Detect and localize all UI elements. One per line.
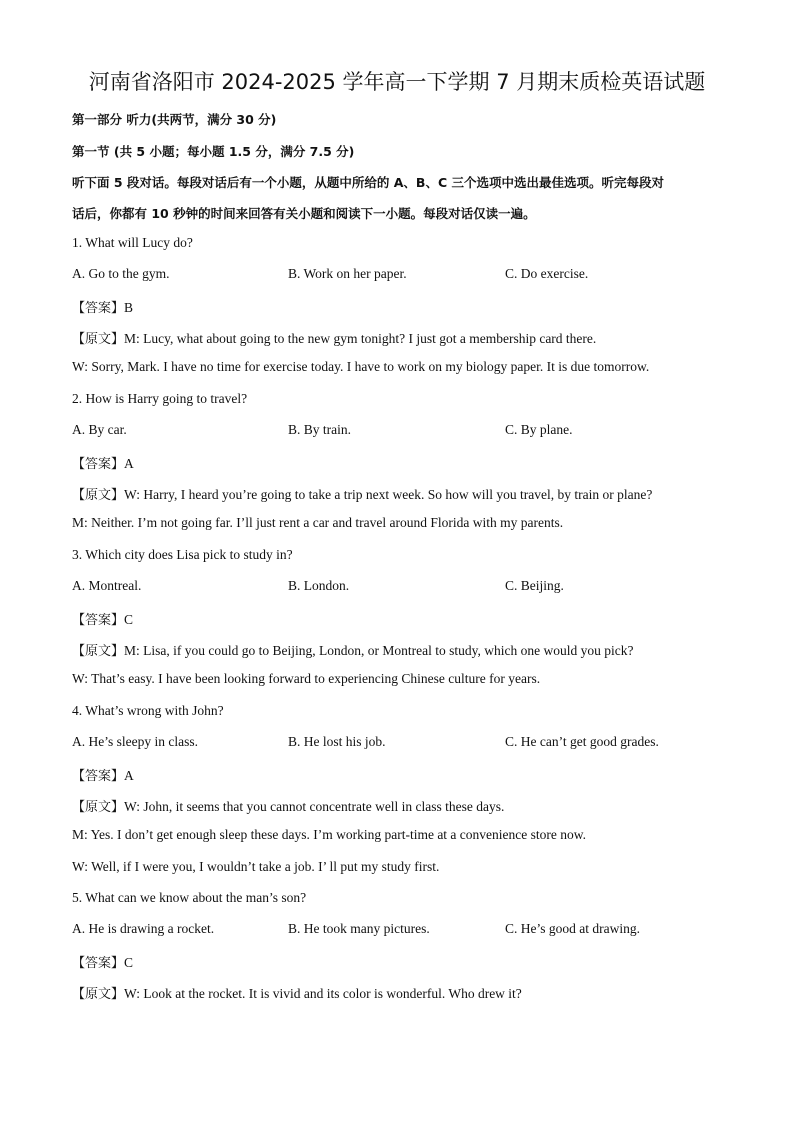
question-text: 3. Which city does Lisa pick to study in? [72, 547, 293, 562]
script-text: M: Neither. I’m not going far. I’ll just rent a car and travel around Florida with my parents. [72, 515, 564, 530]
answer-value: C [124, 955, 134, 970]
option-b: B. London. [288, 578, 350, 593]
script-line [72, 484, 652, 503]
option-a: A. Montreal. [72, 578, 142, 593]
answer-line [72, 297, 133, 316]
script-tag: 【原文】 [72, 800, 125, 815]
script-text: W: That’s easy. I have been looking forward to experiencing Chinese culture for years. [72, 671, 541, 686]
question-text: 5. What can we know about the man’s son? [72, 890, 307, 905]
answer-tag: 【答案】 [72, 301, 125, 316]
section-heading: 第一节 (共 5 小题；每小题 1.5 分，满分 7.5 分) [72, 144, 355, 159]
script-text: W: John, it seems that you cannot concentrate well in class these days. [124, 799, 505, 814]
instructions-line: 话后，你都有 10 秒钟的时间来回答有关小题和阅读下一小题。每段对话仅读一遍。 [72, 206, 536, 221]
script-text: M: Lisa, if you could go to Beijing, London, or Montreal to study, which one would you pick? [124, 643, 634, 658]
answer-tag: 【答案】 [72, 769, 125, 784]
question-text: 2. How is Harry going to travel? [72, 391, 248, 406]
script-text: M: Yes. I don’t get enough sleep these days. I’m working part-time at a convenience store now. [72, 827, 587, 842]
script-tag: 【原文】 [72, 488, 125, 503]
option-c: C. He’s good at drawing. [505, 921, 640, 936]
script-line [72, 983, 522, 1002]
script-tag: 【原文】 [72, 987, 125, 1002]
option-c: C. He can’t get good grades. [505, 734, 659, 749]
answer-tag: 【答案】 [72, 613, 125, 628]
script-text: M: Lucy, what about going to the new gym tonight? I just got a membership card there. [124, 331, 597, 346]
script-text: W: Well, if I were you, I wouldn’t take a job. I’ ll put my study first. [72, 859, 440, 874]
script-tag: 【原文】 [72, 332, 125, 347]
option-a: A. Go to the gym. [72, 266, 170, 281]
answer-line [72, 609, 133, 628]
option-a: A. By car. [72, 422, 127, 437]
instructions-line: 听下面 5 段对话。每段对话后有一个小题，从题中所给的 A、B、C 三个选项中选出最佳选项。听完每段对 [72, 175, 664, 190]
script-text: W: Harry, I heard you’re going to take a trip next week. So how will you travel, by train or plane? [124, 487, 653, 502]
option-b: B. He took many pictures. [288, 921, 430, 936]
answer-line [72, 952, 133, 971]
script-text: W: Sorry, Mark. I have no time for exercise today. I have to work on my biology paper. It is due tomorrow. [72, 359, 650, 374]
option-a: A. He’s sleepy in class. [72, 734, 198, 749]
script-tag: 【原文】 [72, 644, 125, 659]
answer-tag: 【答案】 [72, 457, 125, 472]
question-text: 4. What’s wrong with John? [72, 703, 224, 718]
script-line [72, 328, 596, 347]
option-b: B. He lost his job. [288, 734, 386, 749]
option-c: C. Do exercise. [505, 266, 589, 281]
option-c: C. By plane. [505, 422, 573, 437]
script-line [72, 640, 633, 659]
answer-value: A [124, 768, 134, 783]
part-heading: 第一部分 听力(共两节，满分 30 分) [72, 112, 277, 127]
option-b: B. Work on her paper. [288, 266, 407, 281]
answer-value: B [124, 300, 134, 315]
option-a: A. He is drawing a rocket. [72, 921, 215, 936]
question-text: 1. What will Lucy do? [72, 235, 193, 250]
option-b: B. By train. [288, 422, 351, 437]
answer-line [72, 765, 134, 784]
script-line [72, 796, 504, 815]
answer-value: C [124, 612, 134, 627]
answer-tag: 【答案】 [72, 956, 125, 971]
answer-line [72, 453, 134, 472]
document-title: 河南省洛阳市 2024-2025 学年高一下学期 7 月期末质检英语试题 [88, 70, 706, 94]
option-c: C. Beijing. [505, 578, 564, 593]
answer-value: A [124, 456, 134, 471]
script-text: W: Look at the rocket. It is vivid and its color is wonderful. Who drew it? [124, 986, 522, 1001]
